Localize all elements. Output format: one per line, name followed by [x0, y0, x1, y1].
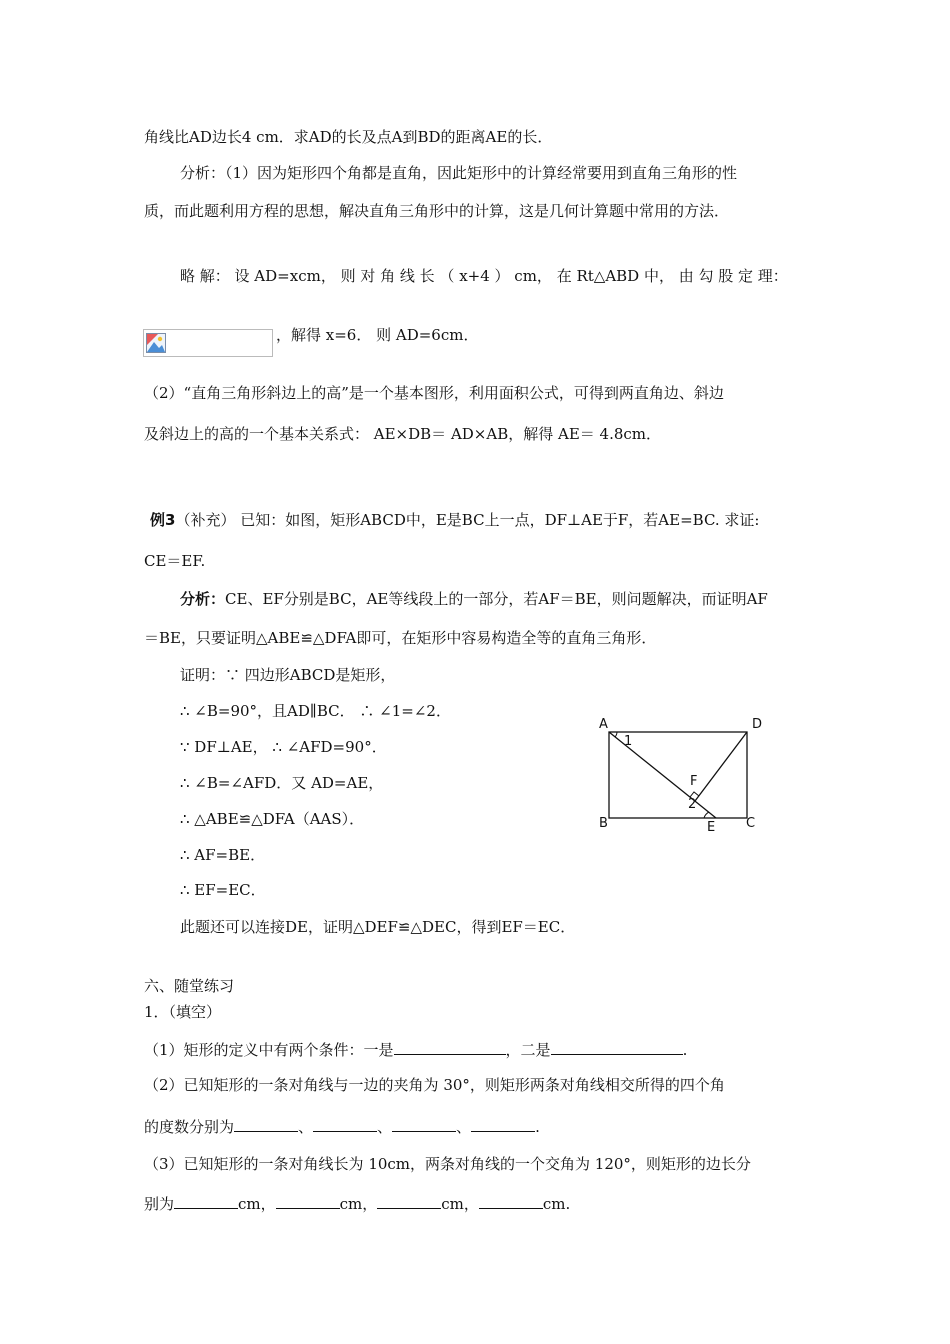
section-title: 六、随堂练习: [144, 977, 235, 995]
answer-blank[interactable]: [392, 1116, 456, 1132]
answer-blank[interactable]: [234, 1116, 298, 1132]
analysis-label: 分析：: [180, 590, 226, 608]
label-b: B: [599, 816, 608, 831]
label-e: E: [707, 820, 716, 835]
proof-line: ∴ EF=EC．: [180, 881, 266, 899]
answer-blank[interactable]: [174, 1193, 238, 1209]
proof-line: ∴ ∠B=90°，且AD∥BC． ∴ ∠1=∠2．: [180, 702, 451, 720]
angle-2-arc: [704, 812, 709, 818]
formula-image-placeholder: [143, 329, 273, 357]
unit-text: cm，: [238, 1195, 276, 1213]
unit-text: cm，: [339, 1195, 378, 1213]
question-line: （2）已知矩形的一条对角线与一边的夹角为 30°，则矩形两条对角线相交所得的四个角: [144, 1076, 725, 1094]
text-line: ，解得 x=6． 则 AD=6cm．: [276, 326, 479, 344]
separator: 、: [456, 1118, 472, 1136]
segment-df: [695, 732, 747, 801]
text-line: 角线比AD边长4 cm．求AD的长及点A到BD的距离AE的长．: [144, 128, 553, 146]
text-line: ＝BE，只要证明△ABE≌△DFA即可，在矩形中容易构造全等的直角三角形．: [144, 629, 657, 647]
proof-line: 证明：∵ 四边形ABCD是矩形，: [180, 666, 396, 684]
question-heading: 1．（填空）: [144, 1003, 222, 1021]
q1-3-text: 别为: [144, 1195, 175, 1213]
text-line: CE＝EF.: [144, 552, 206, 570]
answer-blank[interactable]: [276, 1193, 340, 1209]
label-angle-1: 1: [624, 734, 633, 749]
label-angle-2: 2: [688, 797, 697, 812]
answer-blank[interactable]: [479, 1193, 543, 1209]
answer-blank[interactable]: [551, 1039, 683, 1055]
question-line: [144, 1039, 687, 1060]
question-line: [144, 1193, 570, 1214]
text-line: （2）“直角三角形斜边上的高”是一个基本图形，利用面积公式，可得到两直角边、斜边: [144, 384, 724, 402]
unit-text: cm，: [441, 1195, 479, 1213]
separator: 、: [377, 1118, 393, 1136]
q1-1-text: .: [682, 1041, 688, 1059]
rectangle-figure: [590, 710, 770, 835]
label-d: D: [752, 717, 763, 732]
text-line: 略 解： 设 AD=xcm， 则 对 角 线 长 （ x+4 ） cm， 在 Rt△ABD 中， 由 勾 股 定 理：: [180, 267, 788, 285]
q1-2-text: 的度数分别为: [144, 1118, 235, 1136]
answer-blank[interactable]: [394, 1039, 506, 1055]
example-3-line: [150, 510, 760, 530]
analysis-line: [180, 589, 768, 609]
proof-line: 此题还可以连接DE，证明△DEF≌△DEC，得到EF＝EC．: [180, 918, 576, 936]
example-text: （补充） 已知：如图，矩形ABCD中，E是BC上一点，DF⊥AE于F，若AE=BC. 求证:: [175, 511, 760, 529]
separator: .: [535, 1118, 540, 1136]
separator: 、: [298, 1118, 314, 1136]
label-f: F: [690, 774, 698, 789]
unit-text: cm.: [542, 1195, 571, 1213]
answer-blank[interactable]: [471, 1116, 535, 1132]
answer-blank[interactable]: [377, 1193, 441, 1209]
angle-1-arc: [615, 732, 617, 737]
proof-line: ∵ DF⊥AE， ∴ ∠AFD=90°．: [180, 738, 387, 756]
proof-line: ∴ △ABE≌△DFA（AAS）．: [180, 810, 365, 828]
text-line: 分析：（1）因为矩形四个角都是直角，因此矩形中的计算经常要用到直角三角形的性: [180, 164, 738, 182]
broken-image-icon: [146, 333, 166, 353]
question-line: [144, 1116, 540, 1137]
question-line: （3）已知矩形的一条对角线长为 10cm，两条对角线的一个交角为 120°，则矩形的边长分: [144, 1155, 751, 1173]
text-line: 及斜边上的高的一个基本关系式： AE×DB＝ AD×AB，解得 AE＝ 4.8cm．: [144, 425, 662, 443]
proof-line: ∴ AF=BE．: [180, 846, 266, 864]
proof-line: ∴ ∠B=∠AFD．又 AD=AE，: [180, 774, 384, 792]
example-label: 例3: [150, 511, 176, 529]
label-a: A: [599, 717, 608, 732]
analysis-text: CE、EF分别是BC，AE等线段上的一部分，若AF＝BE，则问题解决，而证明AF: [225, 590, 768, 608]
q1-1-text: （1）矩形的定义中有两个条件：一是: [144, 1041, 394, 1059]
answer-blank[interactable]: [313, 1116, 377, 1132]
label-c: C: [746, 816, 756, 831]
q1-1-text: ，二是: [505, 1041, 551, 1059]
text-line: 质，而此题利用方程的思想，解决直角三角形中的计算，这是几何计算题中常用的方法．: [144, 202, 730, 220]
